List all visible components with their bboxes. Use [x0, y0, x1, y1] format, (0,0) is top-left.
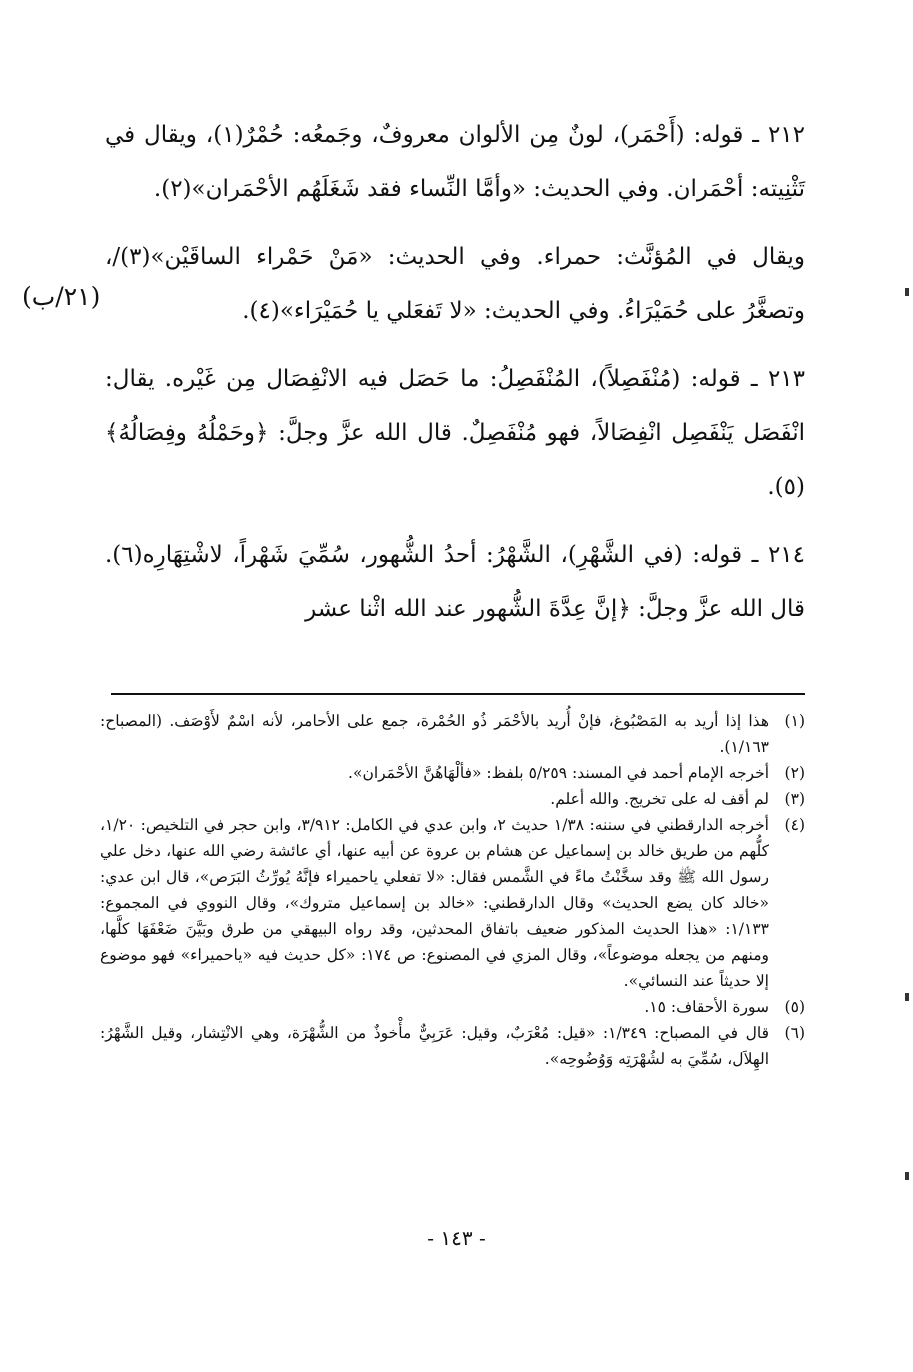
footnote-number: (٣) [784, 790, 805, 808]
footnote-5 [100, 994, 805, 1020]
paragraph-212-continued: ويقال في المُؤنَّث: حمراء. وفي الحديث: «مَنْ حَمْراء الساقَيْن»(٣)/، وتصغَّرُ على حُمَيْرَاءُ. وفي الحديث: «لا تَفعَلي يا حُمَيْرَاء»(٤). [105, 244, 805, 324]
footnotes [100, 708, 805, 1072]
footnote-number: (٢) [784, 764, 805, 782]
footnote-6 [100, 1020, 805, 1072]
footnote-text: سورة الأحقاف: ١٥. [644, 998, 769, 1016]
footnote-number: (٥) [784, 998, 805, 1016]
footnote-separator [111, 693, 805, 695]
scan-speck [905, 288, 909, 296]
paragraph-213: ٢١٣ ـ قوله: (مُنْفَصِلاً)، المُنْفَصِلُ: ما حَصَل فيه الانْفِصَال مِن غَيْره. يقال: انْفَصَل يَنْفَصِل انْفِصَالاً، فهو مُنْفَصِلٌ. قال الله عزَّ وجلَّ: ﴿وحَمْلُهُ وفِصَالُهُ﴾(٥). [105, 366, 805, 500]
scan-speck [905, 993, 909, 1001]
paragraph-214: ٢١٤ ـ قوله: (في الشَّهْرِ)، الشَّهْرُ: أحدُ الشُّهور، سُمِّيَ شَهْراً، لاشْتِهَارِه(٦). قال الله عزَّ وجلَّ: ﴿إنَّ عِدَّةَ الشُّهور عند الله اثْنا عشر [105, 542, 805, 622]
footnote-3 [100, 786, 805, 812]
footnote-text: أخرجه الدارقطني في سننه: ١/٣٨ حديث ٢، وابن عدي في الكامل: ٣/٩١٢، وابن حجر في التلخيص: ١/٢٠، كلُّهم من طريق خالد بن إسماعيل عن هشام بن عروة عن أبيه عنها، أي عائشة رضي الله عنها، دخل علي رسول الله ﷺ وقد سخَّنْتُ ماءً في الشَّمس فقال: «لا تفعلي ياحميراء فإنَّهُ يُورِّثُ البَرَص»، قال ابن عدي: «خالد كان يضع الحديث» وقال الدارقطني: «خالد بن إسماعيل متروك»، وقال النووي في المجموع: ١/١٣٣: «هذا الحديث المذكور ضعيف باتفاق المحدثين، وقد رواه البيهقي من طرق وبَيَّنَ ضَعْفَهَا كلَّها، ومنهم من يجعله موضوعاً»، وقال المزي في المصنوع: ص ١٧٤: «كل حديث فيه «ياحميراء» فهو موضوع إلا حديثاً عند النسائي». [100, 816, 769, 990]
footnote-text: لم أقف له على تخريج. والله أعلم. [550, 790, 769, 808]
manuscript-folio-marker: (٢١/ب) [22, 282, 101, 311]
footnote-text: أخرجه الإمام أحمد في المسند: ٥/٢٥٩ بلفظ: «فألْهَاهُنَّ الأحْمَران». [348, 764, 769, 782]
footnote-text: هذا إذا أريد به المَصْبُوغ، فإنْ أُريد بالأحْمَر ذُو الحُمْرة، جمع على الأحامر، لأنه اسْمٌ لأَوْصَف. (المصباح: ١/١٦٣). [100, 712, 769, 756]
footnote-number: (٤) [784, 816, 805, 834]
footnote-1 [100, 708, 805, 760]
footnote-number: (١) [784, 712, 805, 730]
paragraph-212: ٢١٢ ـ قوله: (أَحْمَر)، لونٌ مِن الألوان معروفٌ، وجَمعُه: حُمْرٌ(١)، ويقال في تَثْنِيته: أحْمَران. وفي الحديث: «وأمَّا النِّساء فقد شَغَلَهُم الأحْمَران»(٢). [105, 122, 805, 202]
footnote-4 [100, 812, 805, 994]
footnote-number: (٦) [784, 1024, 805, 1042]
page-number: - ١٤٣ - [427, 1226, 486, 1250]
main-text [105, 108, 805, 636]
footnote-text: قال في المصباح: ١/٣٤٩: «قيل: مُعْرَبٌ، وقيل: عَرَبِيٌّ مأْخوذٌ من الشُّهْرَة، وهي الانْتِشار، وقيل الشَّهْرُ: الهِلاَل، سُمِّيَ به لشُهْرَتِه وَوُضُوحِه». [100, 1024, 770, 1068]
footnote-2 [100, 760, 805, 786]
scan-speck [905, 1172, 909, 1180]
